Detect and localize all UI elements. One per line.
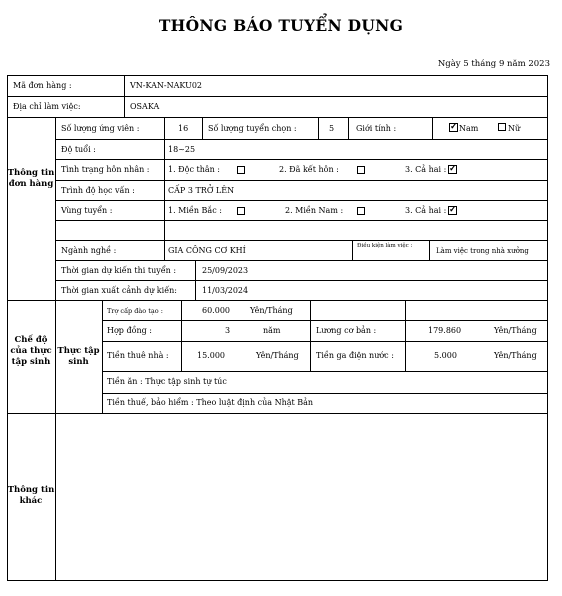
region-opt-north: 1. Miền Bắc : — [168, 206, 222, 215]
utilities-unit: Yên/Tháng — [494, 351, 537, 360]
region-north-checkbox[interactable] — [237, 207, 245, 215]
applicants-value: 16 — [178, 124, 189, 133]
utilities-label: Tiền ga điện nước : — [316, 351, 394, 360]
selected-value: 5 — [329, 124, 335, 133]
gender-label: Giới tính : — [356, 124, 397, 133]
education-value: CẤP 3 TRỞ LÊN — [168, 186, 235, 195]
contract-unit: năm — [263, 326, 281, 335]
tax-note: Tiền thuế, bảo hiểm : Theo luật định của Nhật Bản — [107, 398, 314, 407]
departure-date-label: Thời gian xuất cảnh dự kiến: — [61, 286, 177, 295]
marital-opt-both: 3. Cả hai : — [405, 165, 447, 174]
rent-label: Tiền thuê nhà : — [107, 351, 169, 360]
base-salary-unit: Yên/Tháng — [494, 326, 537, 335]
region-label: Vùng tuyển : — [61, 206, 113, 215]
order-code-label: Mã đơn hàng : — [13, 81, 72, 90]
selected-label: Số lượng tuyển chọn : — [208, 124, 297, 133]
rent-value: 15.000 — [197, 351, 225, 360]
contract-label: Hợp đồng : — [107, 326, 152, 335]
job-value: GIA CÔNG CƠ KHÍ — [168, 246, 246, 255]
document-date: Ngày 5 tháng 9 năm 2023 — [437, 59, 550, 69]
gender-male-checkbox[interactable]: ✓ — [450, 122, 458, 132]
applicants-label: Số lượng ứng viên : — [61, 124, 140, 133]
marital-married-checkbox[interactable] — [357, 166, 365, 174]
base-salary-label: Lương cơ bản : — [316, 326, 377, 335]
training-allowance-unit: Yên/Tháng — [250, 306, 293, 315]
training-allowance-label: Trợ cấp đào tạo : — [107, 307, 163, 315]
age-label: Độ tuổi : — [61, 145, 96, 154]
work-address-label: Địa chỉ làm việc: — [13, 102, 81, 111]
region-both-checkbox[interactable]: ✓ — [449, 205, 457, 215]
marital-single-checkbox[interactable] — [237, 166, 245, 174]
rent-unit: Yên/Tháng — [256, 351, 299, 360]
work-conditions-label: Điều kiện làm việc : — [357, 243, 413, 249]
exam-date-value: 25/09/2023 — [202, 266, 249, 275]
marital-opt-single: 1. Độc thân : — [168, 165, 220, 174]
marital-both-checkbox[interactable]: ✓ — [449, 164, 457, 174]
region-opt-both: 3. Cả hai : — [405, 206, 447, 215]
gender-female-label: Nữ — [508, 124, 521, 133]
base-salary-value: 179.860 — [428, 326, 462, 335]
education-label: Trình độ học vấn : — [61, 186, 135, 195]
gender-male-label: Nam — [459, 124, 479, 133]
utilities-value: 5.000 — [434, 351, 457, 360]
contract-value: 3 — [225, 326, 231, 335]
job-label: Ngành nghề : — [61, 246, 117, 255]
meals-note: Tiền ăn : Thực tập sinh tự túc — [107, 377, 227, 386]
training-allowance-value: 60.000 — [202, 306, 230, 315]
region-south-checkbox[interactable] — [357, 207, 365, 215]
region-opt-south: 2. Miền Nam : — [285, 206, 344, 215]
section-other-info: Thông tin khác — [7, 485, 55, 506]
section-trainee-policy: Chế độ của thực tập sinh — [10, 335, 52, 367]
age-value: 18~25 — [168, 145, 196, 154]
work-address-value: OSAKA — [130, 102, 160, 111]
marital-opt-married: 2. Đã kết hôn : — [279, 165, 339, 174]
work-conditions-value: Làm việc trong nhà xưởng — [436, 247, 529, 255]
marital-label: Tình trạng hôn nhân : — [61, 165, 150, 174]
section-order-info: Thông tin đơn hàng — [7, 168, 55, 189]
document-title: THÔNG BÁO TUYỂN DỤNG — [158, 16, 404, 35]
gender-female-checkbox[interactable] — [498, 123, 506, 131]
section-trainee: Thực tập sinh — [57, 346, 100, 367]
departure-date-value: 11/03/2024 — [202, 286, 249, 295]
exam-date-label: Thời gian dự kiến thi tuyển : — [61, 266, 177, 275]
order-code-value: VN-KAN-NAKU02 — [130, 81, 203, 90]
